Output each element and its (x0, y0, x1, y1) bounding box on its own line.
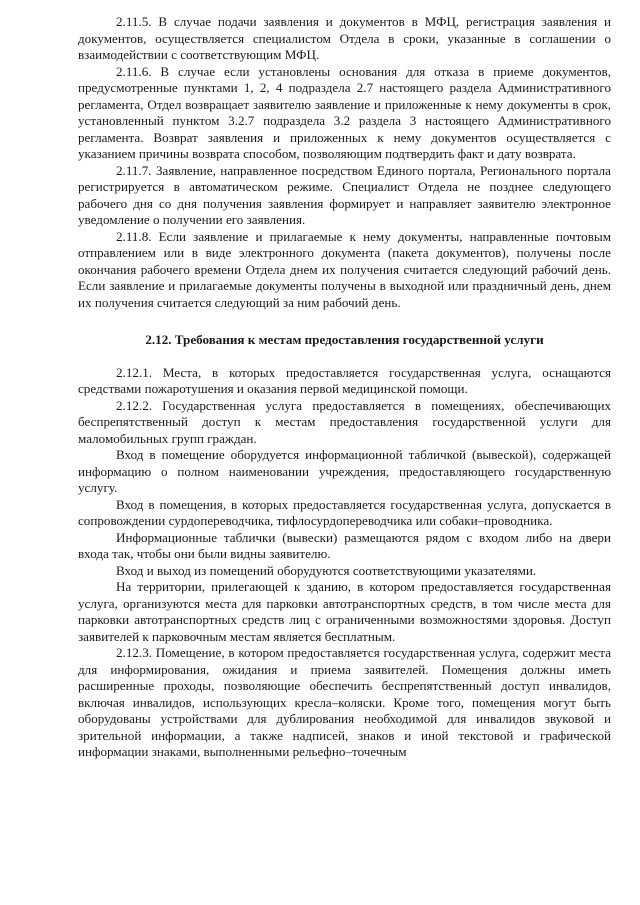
paragraph-2-11-5: 2.11.5. В случае подачи заявления и документов в МФЦ, регистрация заявления и документов, осуществляется специалистом Отдела в сроки, указанные в соглашении о взаимодействии с соответствующим МФЦ. (78, 14, 611, 62)
paragraph-2-12-1: 2.12.1. Места, в которых предоставляется государственная услуга, оснащаются средствами пожаротушения и оказания первой медицинской помощи. (78, 364, 611, 396)
paragraph-parking: На территории, прилегающей к зданию, в котором предоставляется государственная услуга, организуются места для парковки автотранспортных средств, в том числе места для парковки автотранспортных средств лиц с ограниченными возможностями здоровья. Доступ заявителей к парковочным местам является бесплатным. (78, 579, 611, 644)
paragraph-2-12-2: 2.12.2. Государственная услуга предоставляется в помещениях, обеспечивающих беспрепятственный доступ к местам предоставления государственной услуги для маломобильных групп граждан. (78, 397, 611, 446)
paragraph-2-11-8: 2.11.8. Если заявление и прилагаемые к нему документы, направленные почтовым отправлением или в виде электронного документа (пакета документов), получены после окончания рабочего времени Отдела днем их получения считается следующий рабочий день. Если заявление и прилагаемые документы получены в выходной или праздничный день, днем их получения считается следующий за ним рабочий день. (78, 228, 611, 310)
paragraph-entrance-escort: Вход в помещения, в которых предоставляется государственная услуга, допускается в сопровождении сурдопереводчика, тифлосурдопереводчика или собаки–проводника. (78, 496, 611, 528)
section-heading-2-12: 2.12. Требования к местам предоставления государственной услуги (145, 332, 544, 347)
paragraph-2-12-3: 2.12.3. Помещение, в котором предоставляется государственная услуга, содержит места для информирования, ожидания и приема заявителей. Помещения должны иметь расширенные проходы, позволяющие обеспечить беспрепятственный доступ инвалидов, включая инвалидов, использующих кресла–коляски. Кроме того, помещения могут быть оборудованы устройствами для дублирования необходимой для инвалидов звуковой и зрительной информации, а также надписей, знаков и иной текстовой и графической информации знаками, выполненными рельефно–точечным (78, 645, 611, 759)
paragraph-2-11-6: 2.11.6. В случае если установлены основания для отказа в приеме документов, предусмотренные пунктами 1, 2, 4 подраздела 2.7 настоящего раздела Административного регламента, Отдел возвращает заявителю заявление и приложенные к нему документы в срок, установленный пунктом 3.2.7 подраздела 3.2 раздела 3 настоящего Административного регламента. Возврат заявления и приложенных к нему документов осуществляется с указанием причины возврата способом, позволяющим подтвердить факт и дату возврата. (78, 63, 611, 161)
paragraph-entrance-sign: Вход в помещение оборудуется информационной табличкой (вывеской), содержащей информацию о полном наименовании учреждения, предоставляющего государственную услугу. (78, 447, 611, 495)
paragraph-entry-exit: Вход и выход из помещений оборудуются соответствующими указателями. (116, 562, 537, 578)
paragraph-info-signs: Информационные таблички (вывески) размещаются рядом с входом либо на двери входа так, чтобы они были видны заявителю. (78, 529, 611, 561)
paragraph-2-11-7: 2.11.7. Заявление, направленное посредством Единого портала, Регионального портала регистрируется в автоматическом режиме. Специалист Отдела не позднее следующего рабочего дня со дня получения заявления формирует и направляет заявителю электронное уведомление о получении его заявления. (78, 162, 611, 227)
